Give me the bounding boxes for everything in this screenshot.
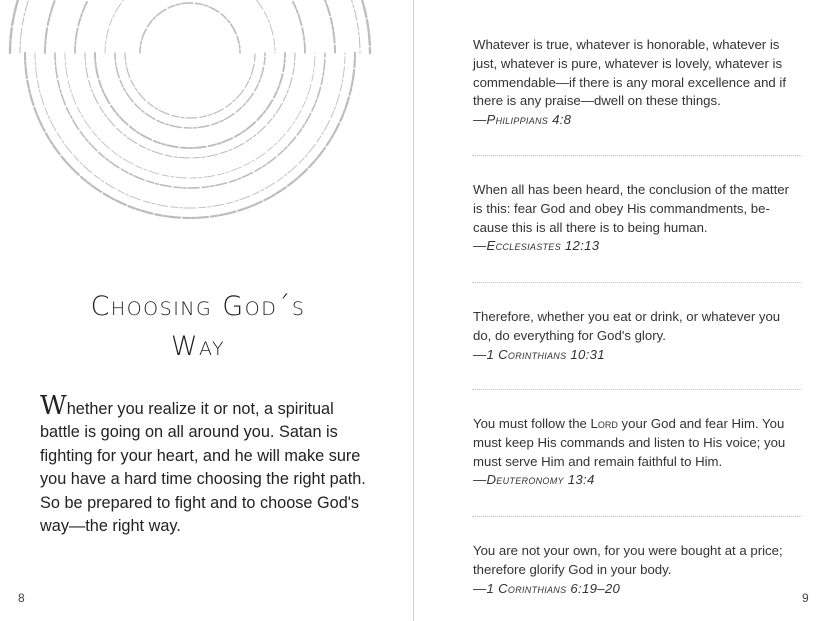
chapter-title: [20, 287, 376, 367]
divider: [472, 389, 802, 390]
chapter-title-line-1: Choosing God´s: [90, 291, 306, 322]
verse-text: Whatever is true, whatever is honorable, whatever is just, whatever is pure, whatever is lovely, whatever is commendable—if there is any moral excellence and if there is any praise—dwell on these things.: [473, 37, 786, 109]
chapter-title-line-2: Way: [170, 331, 226, 362]
verse-reference: —1 Corinthians 10:31: [473, 346, 605, 362]
verse-block: [473, 415, 795, 490]
verse-block: [473, 36, 795, 130]
page-number-right: 9: [802, 591, 809, 605]
divider: [472, 516, 802, 517]
page-number-left: 8: [18, 591, 25, 605]
verse-reference: —Ecclesiastes 12:13: [473, 238, 600, 254]
verse-text-before: You must follow the: [473, 416, 591, 431]
right-page: [414, 0, 828, 621]
left-page: [0, 0, 413, 621]
intro-text: hether you realize it or not, a spiritual battle is going on all around you. Satan is fighting for your heart, and he will make sure you have a hard time choosing the right path. So be prepared to fight and to choose God's way—the right way.: [40, 400, 366, 536]
verse-block: [473, 181, 795, 256]
verse-reference: —Deuteronomy 13:4: [473, 472, 595, 488]
verse-block: [473, 542, 795, 598]
divider: [472, 155, 802, 156]
verse-text: When all has been heard, the conclusion of the matter is this: fear God and obey His commandments, be-cause this is all there is to being human.: [473, 182, 789, 235]
drop-cap: W: [40, 391, 67, 421]
verse-text: Therefore, whether you eat or drink, or whatever you do, do everything for God's glory.: [473, 309, 781, 343]
verse-reference: —1 Corinthians 6:19–20: [473, 580, 621, 596]
intro-paragraph: [40, 391, 370, 538]
verse-reference: —Philippians 4:8: [473, 112, 572, 128]
verse-text: You are not your own, for you were bought at a price; therefore glorify God in your body.: [473, 543, 783, 577]
swirl-decoration: [0, 0, 413, 240]
verse-block: [473, 308, 795, 364]
divider: [472, 282, 802, 283]
lord-small-caps: Lord: [590, 416, 618, 431]
verse-text-after: your God and fear Him. You must keep His commands and listen to His voice; you must serve Him and remain faithful to Him.: [473, 416, 786, 469]
